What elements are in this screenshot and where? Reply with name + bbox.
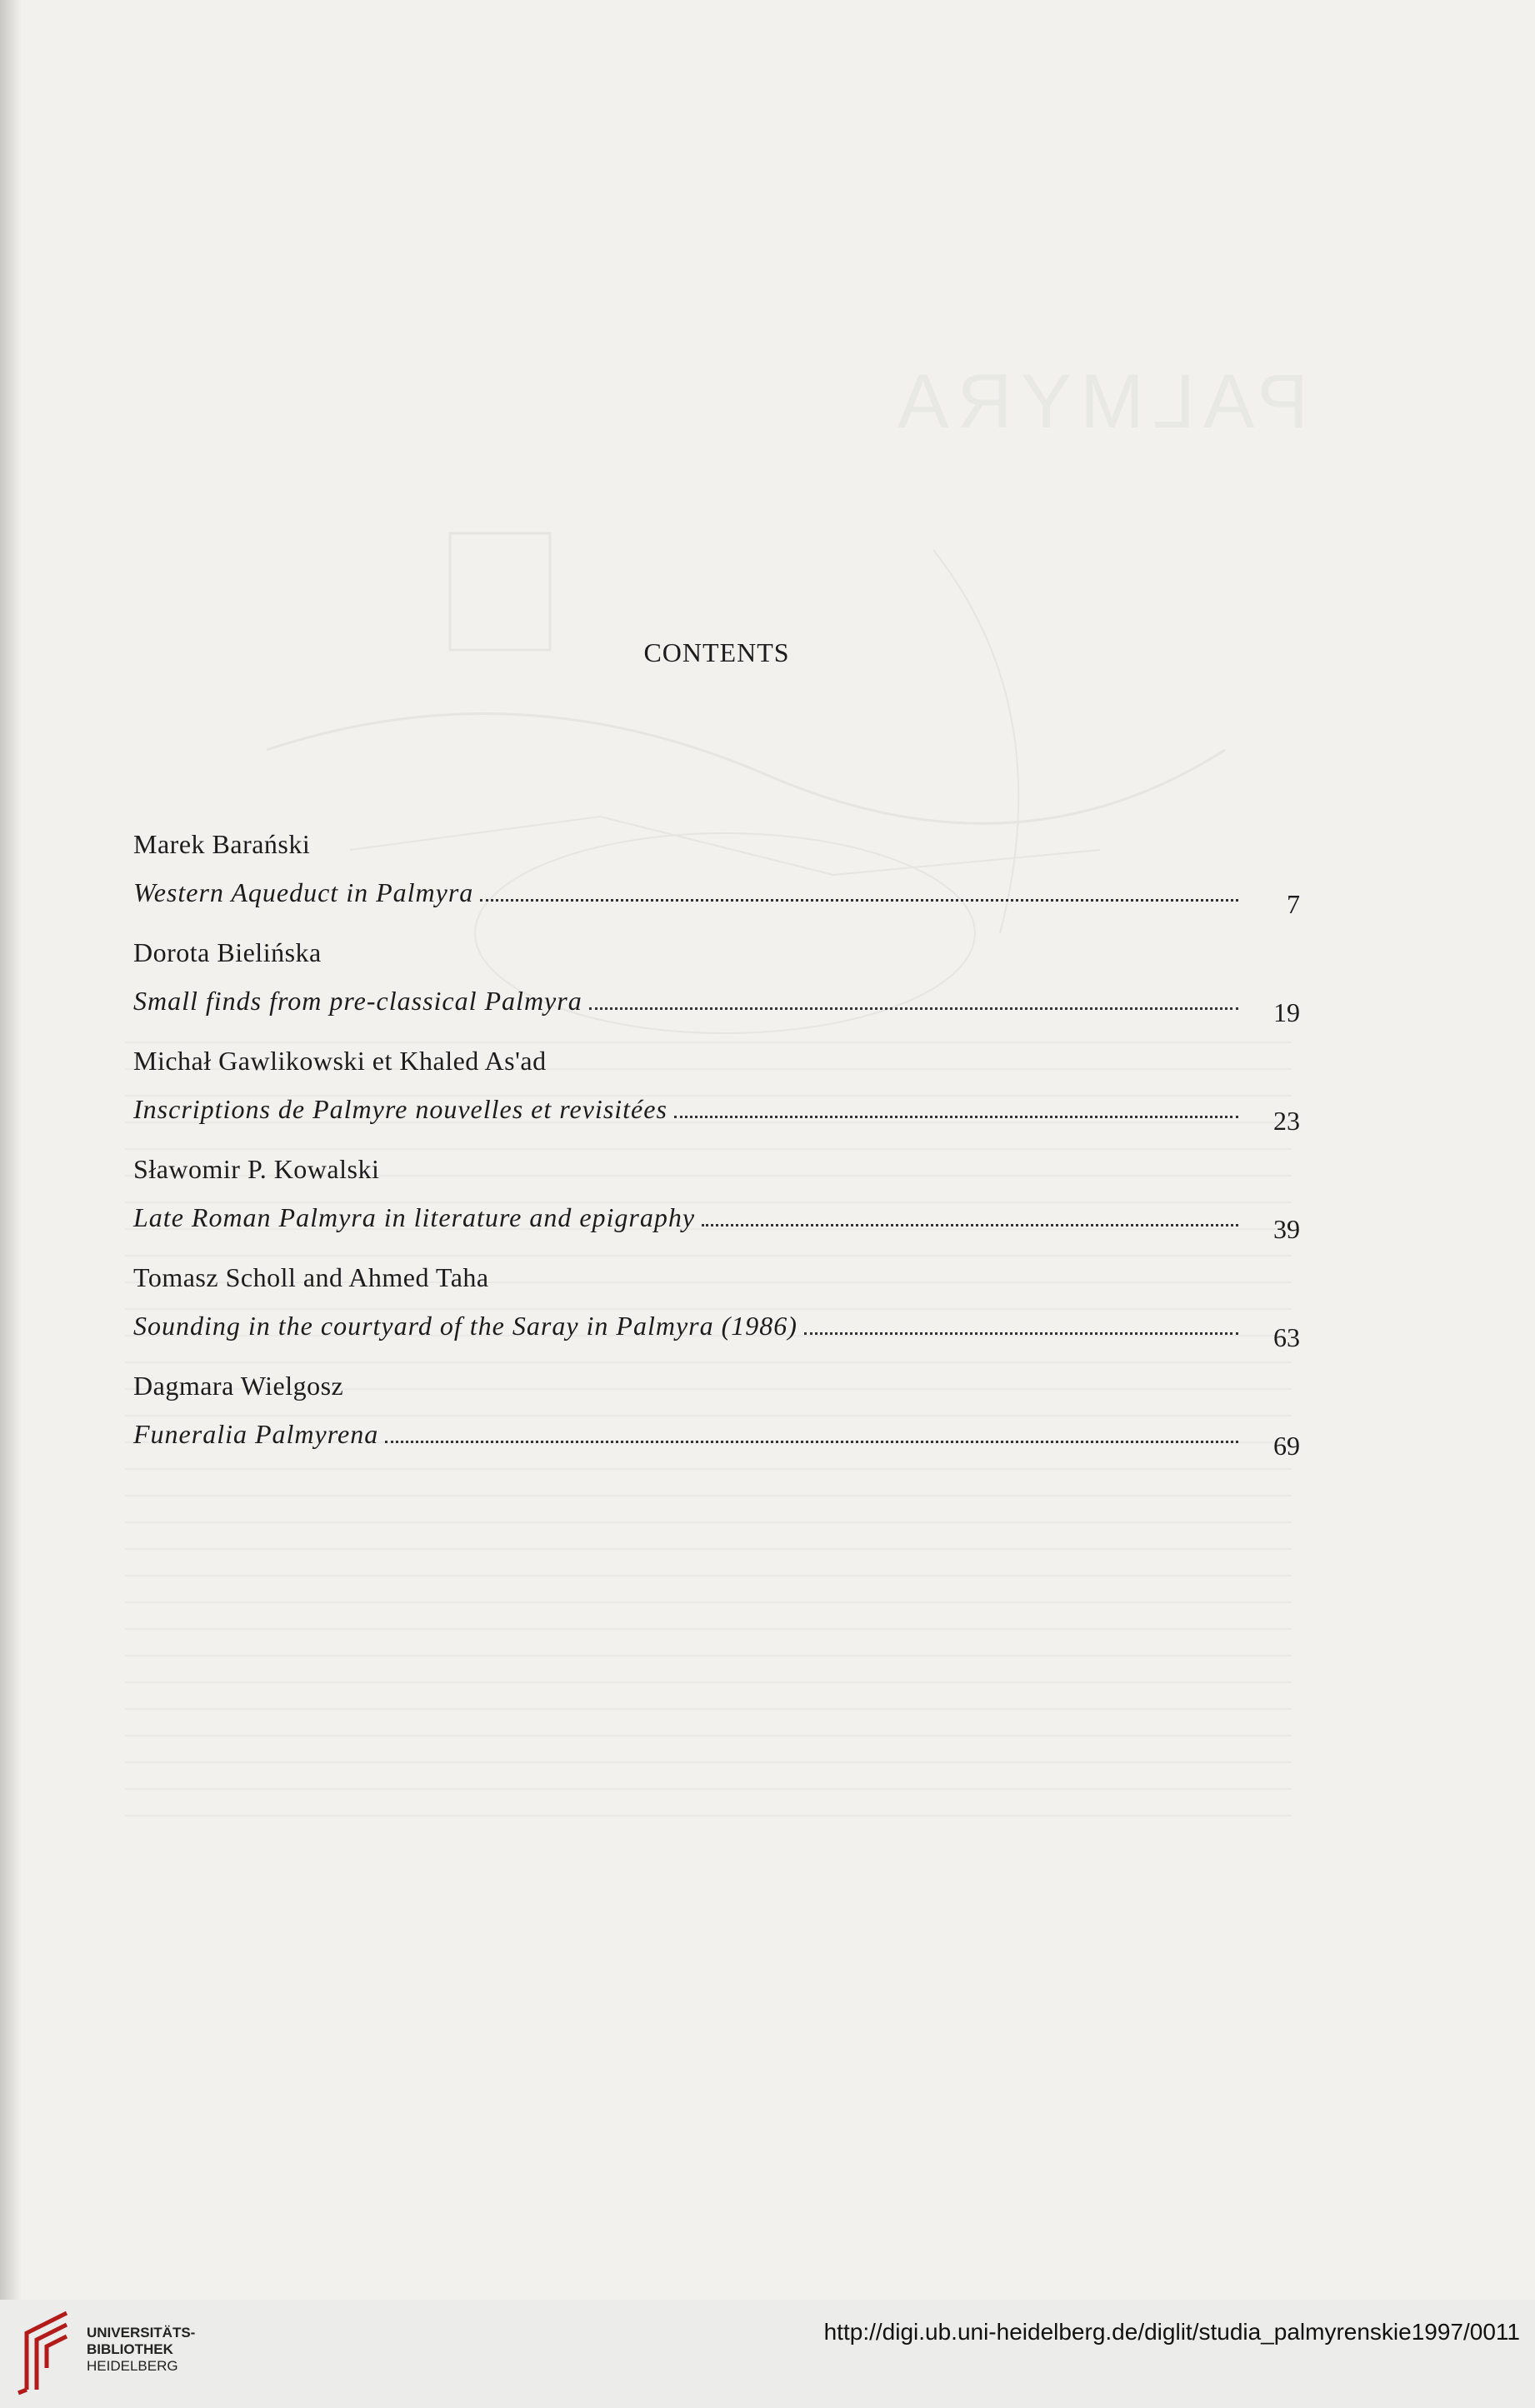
footer-bar: [0, 2300, 1535, 2408]
library-name-line: BIBLIOTHEK: [87, 2341, 173, 2357]
entry-title: Sounding in the courtyard of the Saray in Palmyra (1986): [133, 1311, 798, 1341]
entry-title-line: [133, 986, 1300, 1027]
entry-page-number: 69: [1273, 1431, 1300, 1461]
toc-entry: [133, 1262, 1300, 1371]
entry-title: Late Roman Palmyra in literature and epigraphy: [133, 1202, 696, 1232]
toc-entry: [133, 1046, 1300, 1154]
dot-leader: [480, 899, 1238, 902]
entry-title-line: [133, 1419, 1300, 1461]
entry-author: Michał Gawlikowski et Khaled As'ad: [133, 1046, 547, 1076]
entry-author: Dagmara Wielgosz: [133, 1371, 344, 1401]
entry-page-number: 19: [1273, 997, 1300, 1027]
entry-author: Dorota Bielińska: [133, 937, 322, 967]
library-name-line: UNIVERSITÄTS-: [87, 2325, 196, 2341]
dot-leader: [804, 1332, 1238, 1335]
entry-title-line: [133, 1094, 1300, 1136]
contents-heading: CONTENTS: [643, 637, 790, 667]
entry-title: Funeralia Palmyrena: [133, 1419, 379, 1449]
entry-title-line: [133, 877, 1300, 919]
toc-entry: [133, 829, 1300, 937]
toc-entry: [133, 1154, 1300, 1262]
table-of-contents: [133, 829, 1300, 1479]
entry-title-line: [133, 1202, 1300, 1244]
library-name: [87, 2325, 195, 2375]
entry-title: Western Aqueduct in Palmyra: [133, 877, 474, 907]
show-through-title: PALMYRA: [889, 359, 1308, 444]
entry-author: Tomasz Scholl and Ahmed Taha: [133, 1262, 489, 1292]
dot-leader: [702, 1224, 1238, 1226]
toc-entry: [133, 1371, 1300, 1479]
dot-leader: [589, 1007, 1238, 1010]
entry-title: Inscriptions de Palmyre nouvelles et revisitées: [133, 1094, 668, 1124]
entry-title-line: [133, 1311, 1300, 1352]
entry-page-number: 7: [1287, 889, 1300, 919]
entry-author: Sławomir P. Kowalski: [133, 1154, 380, 1184]
dot-leader: [385, 1441, 1238, 1443]
entry-title: Small finds from pre-classical Palmyra: [133, 986, 582, 1016]
toc-entry: [133, 937, 1300, 1046]
permalink-url[interactable]: http://digi.ub.uni-heidelberg.de/diglit/studia_palmyrenskie1997/0011: [823, 2319, 1520, 2345]
entry-author: Marek Barański: [133, 829, 311, 859]
library-logo-icon: [15, 2310, 75, 2396]
binding-edge: [0, 0, 22, 2300]
entry-page-number: 39: [1273, 1214, 1300, 1244]
entry-page-number: 63: [1273, 1322, 1300, 1352]
entry-page-number: 23: [1273, 1106, 1300, 1136]
dot-leader: [674, 1116, 1238, 1118]
library-name-line: HEIDELBERG: [87, 2358, 178, 2374]
